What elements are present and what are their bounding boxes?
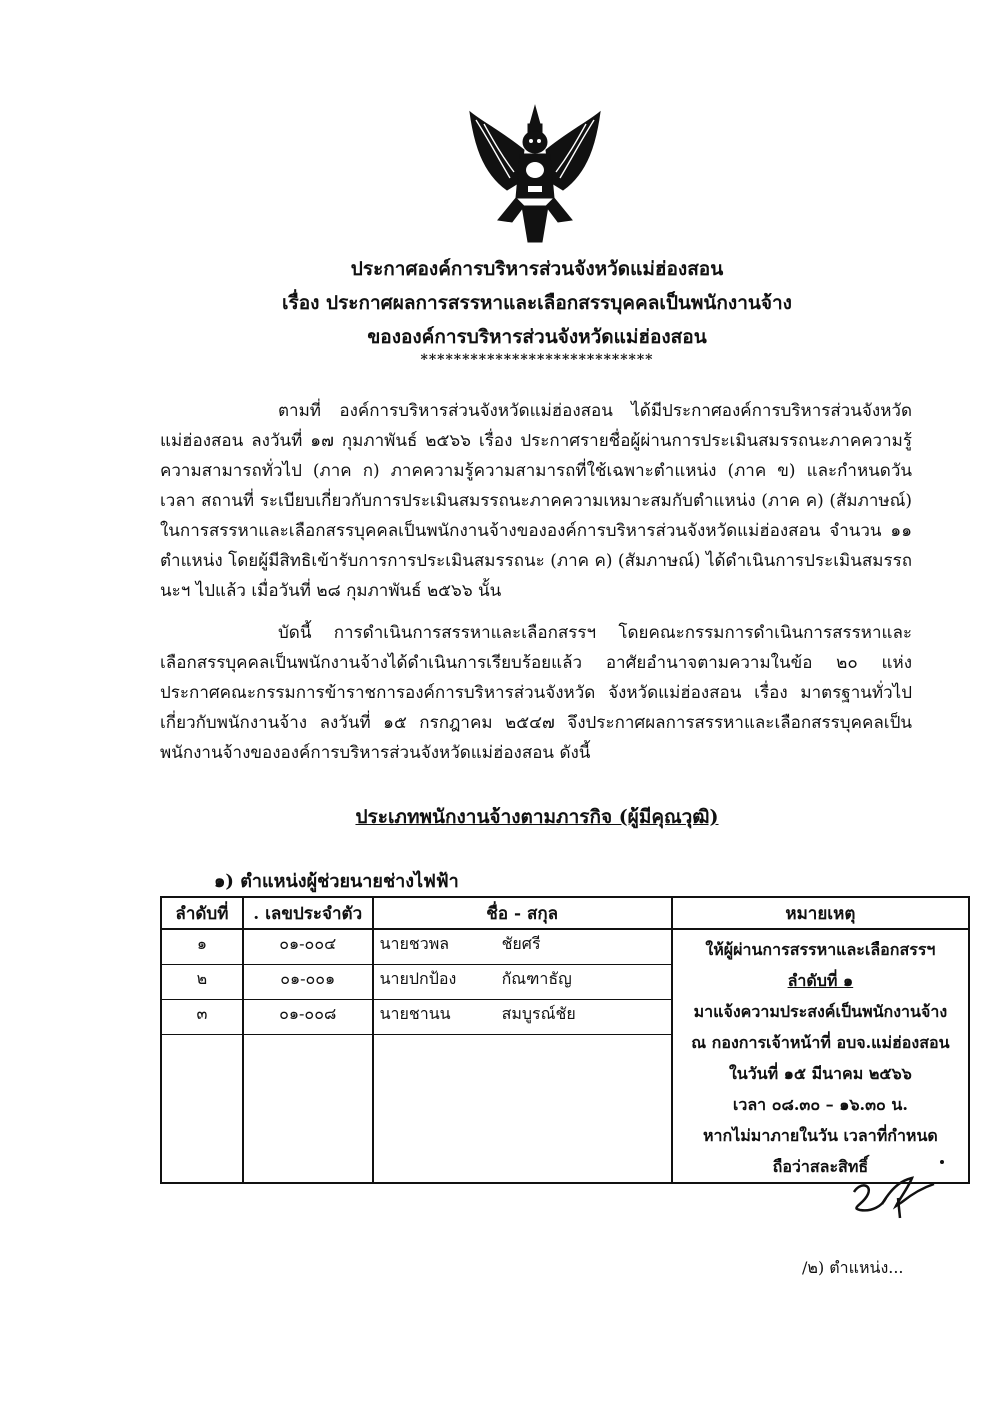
row-order: ๒: [161, 965, 243, 1000]
remark-line: ถือว่าสละสิทธิ์: [772, 1157, 869, 1176]
paragraph-1: [160, 396, 912, 606]
paragraph-1-text: ตามที่ องค์การบริหารส่วนจังหวัดแม่ฮ่องสอน ได้มีประกาศองค์การบริหารส่วนจังหวัดแม่ฮ่องสอน ลงวันที่ ๑๗ กุมภาพันธ์ ๒๕๖๖ เรื่อง ประกาศรายชื่อผู้ผ่านการประเมินสมรรถนะภาคความรู้ความสามารถทั่วไป (ภาค ก) ภาคความรู้ความสามารถที่ใช้เฉพาะตำแหน่ง (ภาค ข) และกำหนดวัน เวลา สถานที่ ระเบียบเกี่ยวกับการประเมินสมรรถนะภาคความเหมาะสมกับตำแหน่ง (ภาค ค) (สัมภาษณ์) ในการสรรหาและเลือกสรรบุคคลเป็นพนักงานจ้างขององค์การบริหารส่วนจังหวัดแม่ฮ่องสอน จำนวน ๑๑ ตำแหน่ง โดยผู้มีสิทธิเข้ารับการการประเมินสมรรถนะ (ภาค ค) (สัมภาษณ์) ได้ดำเนินการประเมินสมรรถนะฯ ไปแล้ว เมื่อวันที่ ๒๘ กุมภาพันธ์ ๒๕๖๖ นั้น: [160, 401, 912, 601]
row-order: ๑: [161, 929, 243, 965]
row-id: ๐๑-๐๐๑: [243, 965, 373, 1000]
remark-line: เวลา ๐๘.๓๐ – ๑๖.๓๐ น.: [732, 1095, 908, 1114]
empty-cell: [373, 1034, 672, 1183]
row-first-name: นายชานน: [379, 1003, 451, 1023]
position-title: ๑) ตำแหน่งผู้ช่วยนายช่างไฟฟ้า: [214, 871, 459, 892]
announcement-title: ประกาศองค์การบริหารส่วนจังหวัดแม่ฮ่องสอน: [350, 258, 724, 280]
title-separator: ****************************: [420, 352, 654, 368]
header-name: ชื่อ - สกุล: [373, 897, 672, 929]
garuda-emblem-icon: [462, 102, 608, 248]
continued-note: /๒) ตำแหน่ง...: [802, 1258, 904, 1277]
remark-line-rank: ลำดับที่ ๑: [787, 971, 854, 990]
remark-line: มาแจ้งความประสงค์เป็นพนักงานจ้าง: [693, 1002, 948, 1021]
row-last-name: กัณฑาธัญ: [501, 969, 572, 988]
row-name: [373, 965, 672, 1000]
table-row: [161, 929, 969, 965]
row-id: ๐๑-๐๐๘: [243, 999, 373, 1034]
row-first-name: นายชวพล: [379, 934, 450, 953]
section-heading: ประเภทพนักงานจ้างตามภารกิจ (ผู้มีคุณวุฒิ): [355, 806, 719, 828]
remark-line: ให้ผู้ผ่านการสรรหาและเลือกสรรฯ: [705, 940, 936, 959]
results-table: [160, 896, 970, 1184]
remark-line: ณ กองการเจ้าหน้าที่ อบจ.แม่ฮ่องสอน: [691, 1033, 950, 1052]
paragraph-2: [160, 618, 912, 768]
remark-line: ในวันที่ ๑๕ มีนาคม ๒๕๖๖: [728, 1064, 912, 1083]
row-last-name: สมบูรณ์ชัย: [501, 1003, 576, 1023]
header-id: . เลขประจำตัว: [243, 897, 373, 929]
table-header-row: [161, 897, 969, 929]
paragraph-2-text: บัดนี้ การดำเนินการสรรหาและเลือกสรรฯ โดยคณะกรรมการดำเนินการสรรหาและเลือกสรรบุคคลเป็นพนักงานจ้างได้ดำเนินการเรียบร้อยแล้ว อาศัยอำนาจตามความในข้อ ๒๐ แห่งประกาศคณะกรรมการข้าราชการองค์การบริหารส่วนจังหวัด จังหวัดแม่ฮ่องสอน เรื่อง มาตรฐานทั่วไปเกี่ยวกับพนักงานจ้าง ลงวันที่ ๑๕ กรกฎาคม ๒๕๔๗ จึงประกาศผลการสรรหาและเลือกสรรบุคคลเป็นพนักงานจ้างขององค์การบริหารส่วนจังหวัดแม่ฮ่องสอน ดังนี้: [160, 623, 912, 763]
announcement-organization: ขององค์การบริหารส่วนจังหวัดแม่ฮ่องสอน: [367, 326, 707, 348]
row-name: [373, 999, 672, 1034]
row-order: ๓: [161, 999, 243, 1034]
row-first-name: นายปกป้อง: [379, 969, 457, 988]
announcement-subject: เรื่อง ประกาศผลการสรรหาและเลือกสรรบุคคลเป็นพนักงานจ้าง: [282, 292, 792, 314]
row-id: ๐๑-๐๐๔: [243, 929, 373, 965]
header-order: ลำดับที่: [161, 897, 243, 929]
header-remark: หมายเหตุ: [672, 897, 969, 929]
signature-mark: [842, 1154, 952, 1224]
remark-line: หากไม่มาภายในวัน เวลาที่กำหนด: [702, 1126, 938, 1145]
remark-cell: [672, 929, 969, 1183]
row-last-name: ชัยศรี: [501, 934, 541, 953]
row-name: [373, 929, 672, 965]
empty-cell: [161, 1034, 243, 1183]
empty-cell: [243, 1034, 373, 1183]
